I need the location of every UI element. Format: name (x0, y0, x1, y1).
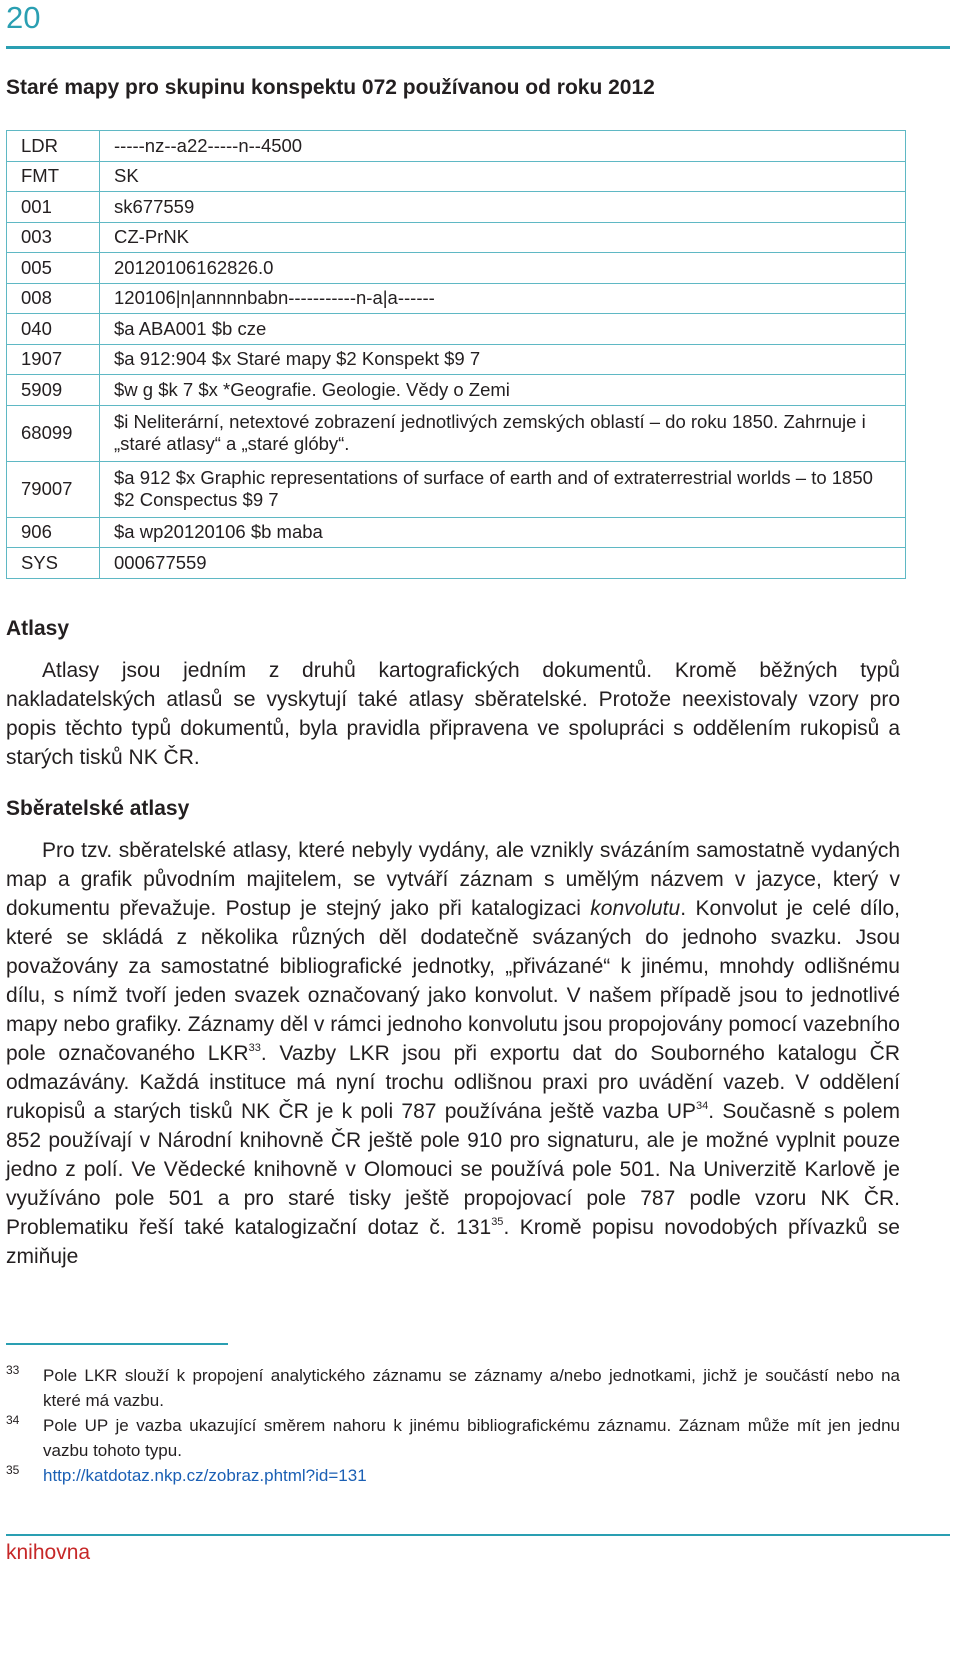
marc-tag: 001 (7, 192, 100, 223)
paragraph-text-3: . Vazby LKR jsou při exportu dat do Souborného katalogu ČR odmazávány. Každá instituce má nyní trochu odlišnou praxi pro uvádění vazeb. V oddělení rukopisů a starých tisků NK ČR je k poli 787 používána ještě vazba UP (6, 1042, 900, 1123)
marc-value: -----nz--a22-----n--4500 (100, 131, 906, 162)
footnote-number: 33 (6, 1363, 20, 1377)
marc-value: 20120106162826.0 (100, 253, 906, 284)
marc-value: $a wp20120106 $b maba (100, 517, 906, 548)
marc-row (7, 314, 906, 345)
marc-value: $w g $k 7 $x *Geografie. Geologie. Vědy o Zemi (100, 375, 906, 406)
marc-row (7, 131, 906, 162)
marc-record-table (6, 130, 906, 579)
footnote-35 (6, 1463, 900, 1488)
footnote-text: Pole UP je vazba ukazující směrem nahoru k jinému bibliografickému záznamu. Záznam může mít jen jednu vazbu tohoto typu. (43, 1416, 900, 1460)
heading-atlasy: Atlasy (6, 617, 70, 640)
footnote-number: 34 (6, 1413, 20, 1427)
marc-value: 120106|n|annnnbabn-----------n-a|a------ (100, 283, 906, 314)
paragraph-text-4: . Současně s polem 852 používají v Národní knihovně ČR ještě pole 910 pro signaturu, ale je možné vyplnit pouze jedno z polí. Ve Vědecké knihovně v Olomouci se používá pole 501. Na Univerzitě Karlově je využíváno pole 501 a pro staré tisky ještě propojovací pole 787 podle vzoru NK ČR. Problematiku řeší také katalogizační dotaz č. 131 (6, 1100, 900, 1239)
footnote-ref-35[interactable]: 35 (491, 1216, 504, 1228)
paragraph-sberatelske-atlasy (6, 836, 900, 1271)
footnote-ref-34[interactable]: 34 (696, 1100, 709, 1112)
marc-row (7, 222, 906, 253)
footer-label: knihovna (6, 1541, 91, 1564)
marc-row (7, 161, 906, 192)
marc-tag: 040 (7, 314, 100, 345)
marc-tag: FMT (7, 161, 100, 192)
marc-row (7, 517, 906, 548)
marc-value: CZ-PrNK (100, 222, 906, 253)
marc-row (7, 405, 906, 461)
marc-value: sk677559 (100, 192, 906, 223)
footer-divider (6, 1534, 950, 1536)
marc-tag: 906 (7, 517, 100, 548)
footnote-33 (6, 1363, 900, 1413)
marc-tag: 68099 (7, 405, 100, 461)
paragraph-atlasy (6, 656, 900, 772)
marc-tag: 008 (7, 283, 100, 314)
marc-value: $i Neliterární, netextové zobrazení jednotlivých zemských oblastí – do roku 1850. Zahrnuje i „staré atlasy“ a „staré glóby“. (100, 405, 906, 461)
footnote-divider (6, 1343, 228, 1345)
marc-row (7, 283, 906, 314)
header-divider (6, 46, 950, 49)
marc-tag: 79007 (7, 461, 100, 517)
marc-row (7, 548, 906, 579)
footnote-link[interactable]: http://katdotaz.nkp.cz/zobraz.phtml?id=131 (43, 1466, 367, 1485)
marc-value: SK (100, 161, 906, 192)
paragraph-atlasy-text: Atlasy jsou jedním z druhů kartografických dokumentů. Kromě běžných typů nakladatelských atlasů se vyskytují také atlasy sběratelské. Protože neexistovaly vzory pro popis těchto typů dokumentů, byla pravidla připravena ve spolupráci s oddělením rukopisů a starých tisků NK ČR. (6, 659, 900, 769)
term-konvolut: konvolutu (590, 897, 681, 920)
marc-value: 000677559 (100, 548, 906, 579)
paragraph-text-2: . Konvolut je celé dílo, které se skládá z několika různých děl dodatečně svázaných do jednoho svazku. Jsou považovány za samostatné bibliografické jednotky, „přivázané“ k jinému, mnohdy odlišnému dílu, s nímž tvoří jeden svazek označovaný jako konvolut. V našem případě jsou to jednotlivé mapy nebo grafiky. Záznamy děl v rámci jednoho konvolutu jsou propojovány pomocí vazebního pole označovaného LKR (6, 897, 900, 1065)
footnote-text: Pole LKR slouží k propojení analytického záznamu se záznamy a/nebo jednotkami, jichž je součástí nebo na které má vazbu. (43, 1366, 900, 1410)
heading-sberatelske-atlasy: Sběratelské atlasy (6, 797, 190, 820)
marc-row (7, 253, 906, 284)
footnote-number: 35 (6, 1463, 20, 1477)
footnote-34 (6, 1413, 900, 1463)
paragraph-text-5: . Kromě popisu novodobých přívazků se zmiňuje (6, 1216, 900, 1268)
marc-tag: 003 (7, 222, 100, 253)
paragraph-text-1: Pro tzv. sběratelské atlasy, které nebyly vydány, ale vznikly svázáním samostatně vydaných map a grafik původním majitelem, se vytváří záznam s umělým názvem v jazyce, který v dokumentu převažuje. Postup je stejný jako při katalogizaci (6, 839, 900, 920)
marc-value: $a 912 $x Graphic representations of surface of earth and of extraterrestrial worlds – to 1850 $2 Conspectus $9 7 (100, 461, 906, 517)
marc-value: $a ABA001 $b cze (100, 314, 906, 345)
marc-tag: 005 (7, 253, 100, 284)
marc-tag: 5909 (7, 375, 100, 406)
page-number: 20 (6, 0, 41, 35)
marc-tag: SYS (7, 548, 100, 579)
marc-tag: LDR (7, 131, 100, 162)
marc-row (7, 375, 906, 406)
marc-value: $a 912:904 $x Staré mapy $2 Konspekt $9 7 (100, 344, 906, 375)
footnote-ref-33[interactable]: 33 (248, 1042, 261, 1054)
marc-tag: 1907 (7, 344, 100, 375)
marc-row (7, 344, 906, 375)
section-title: Staré mapy pro skupinu konspektu 072 používanou od roku 2012 (6, 76, 655, 99)
marc-row (7, 461, 906, 517)
marc-row (7, 192, 906, 223)
